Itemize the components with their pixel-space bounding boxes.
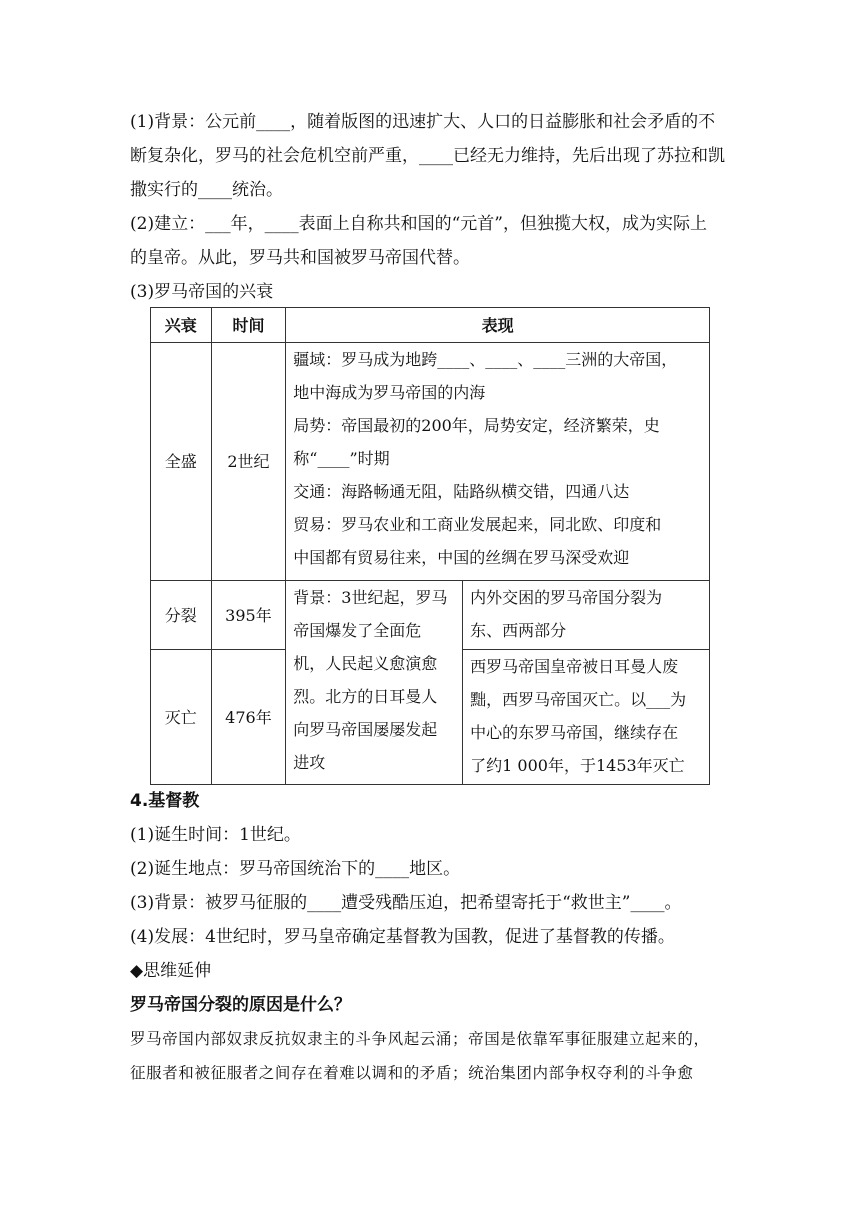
stage-time: 476年 [211,650,286,785]
table-row [151,343,710,581]
christianity-place: (2)诞生地点：罗马帝国统治下的____地区。 [130,859,461,879]
section-title-christianity: 4.基督教 [130,791,200,811]
stage-time: 2世纪 [211,343,286,581]
extension-heading: ◆思维延伸 [130,961,212,981]
header-performance: 表现 [286,308,710,343]
table-caption: (3)罗马帝国的兴衰 [130,282,274,302]
stage-description: 疆域：罗马成为地跨____、____、____三洲的大帝国， 地中海成为罗马帝国的内海 局势：帝国最初的200年，局势安定，经济繁荣，史 称“____”时期 交通：海路畅通无阻，陆路纵横交错，四通八达 贸易：罗马农业和工商业发展起来，同北欧、印度和 中国都有贸易往来，中国的丝绸在罗马深受欢迎 [286,343,710,581]
paragraph-background-line-3: 撒实行的____统治。 [130,180,283,200]
paragraph-background-line-2: 断复杂化，罗马的社会危机空前严重，____已经无力维持，先后出现了苏拉和凯 [130,146,725,166]
extension-question: 罗马帝国分裂的原因是什么？ [130,995,351,1015]
extension-answer-line-2: 征服者和被征服者之间存在着难以调和的矛盾；统治集团内部争权夺利的斗争愈 [130,1064,694,1082]
stage-label: 灭亡 [151,650,212,785]
table-header-row [151,308,710,343]
stage-label: 全盛 [151,343,212,581]
christianity-background: (3)背景：被罗马征服的____遭受残酷压迫，把希望寄托于“救世主”____。 [130,893,682,913]
extension-answer-line-1: 罗马帝国内部奴隶反抗奴隶主的斗争风起云涌；帝国是依靠军事征服建立起来的， [130,1030,710,1048]
rise-fall-table [150,307,710,785]
stage-label: 分裂 [151,581,212,650]
paragraph-establishment-line-1: (2)建立：___年，____表面上自称共和国的“元首”，但独揽大权，成为实际上 [130,214,707,234]
stage-description: 西罗马帝国皇帝被日耳曼人废 黜，西罗马帝国灭亡。以___为 中心的东罗马帝国，继续存在 了约1 000年，于1453年灭亡 [463,650,710,785]
paragraph-establishment-line-2: 的皇帝。从此，罗马共和国被罗马帝国代替。 [130,248,470,268]
christianity-development: (4)发展：4世纪时，罗马皇帝确定基督教为国教，促进了基督教的传播。 [130,927,675,947]
decline-background: 背景：3世纪起，罗马 帝国爆发了全面危 机，人民起义愈演愈 烈。北方的日耳曼人 向罗马帝国屡屡发起 进攻 [286,581,463,785]
stage-time: 395年 [211,581,286,650]
christianity-time: (1)诞生时间：1世纪。 [130,825,301,845]
header-rise-fall: 兴衰 [151,308,212,343]
paragraph-background-line-1: (1)背景：公元前____，随着版图的迅速扩大、人口的日益膨胀和社会矛盾的不 [130,112,716,132]
stage-description: 内外交困的罗马帝国分裂为 东、西两部分 [463,581,710,650]
table-row [151,581,710,650]
header-time: 时间 [211,308,286,343]
